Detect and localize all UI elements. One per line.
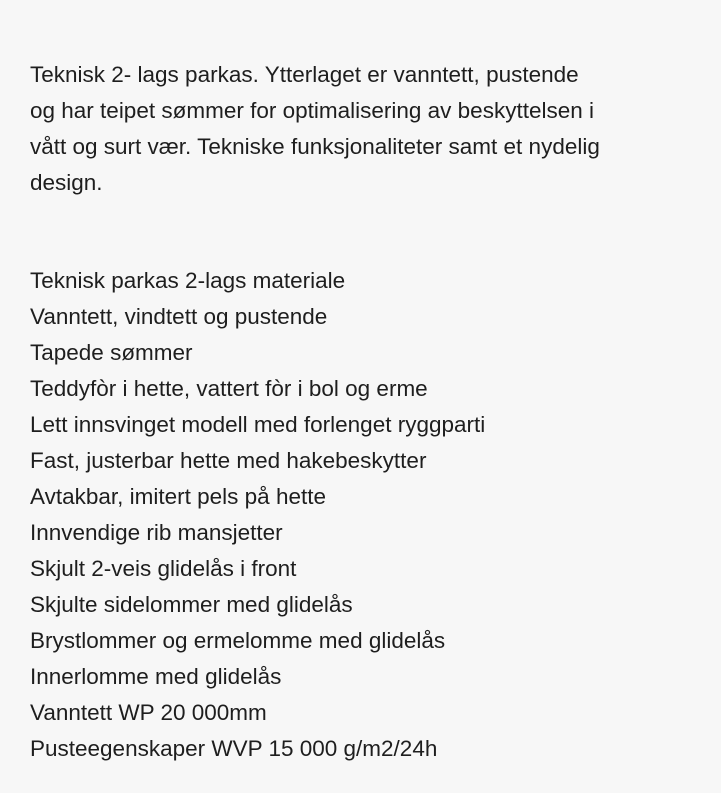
description-line: design. xyxy=(30,170,103,195)
feature-item: Fast, justerbar hette med hakebeskytter xyxy=(30,448,427,473)
feature-item: Brystlommer og ermelomme med glidelås xyxy=(30,628,446,653)
feature-item: Vanntett WP 20 000mm xyxy=(30,700,267,725)
description-line: Teknisk 2- lags parkas. Ytterlaget er vanntett, pustende xyxy=(30,62,579,87)
product-description xyxy=(30,57,721,201)
description-line: vått og surt vær. Tekniske funksjonaliteter samt et nydelig xyxy=(30,134,600,159)
feature-item: Innerlomme med glidelås xyxy=(30,664,282,689)
feature-item: Avtakbar, imitert pels på hette xyxy=(30,484,326,509)
feature-list xyxy=(30,263,721,767)
feature-item: Vanntett, vindtett og pustende xyxy=(30,304,328,329)
feature-item: Skjulte sidelommer med glidelås xyxy=(30,592,353,617)
feature-item: Pusteegenskaper WVP 15 000 g/m2/24h xyxy=(30,736,438,761)
feature-item: Lett innsvinget modell med forlenget ryggparti xyxy=(30,412,486,437)
feature-item: Skjult 2-veis glidelås i front xyxy=(30,556,297,581)
feature-item: Teknisk parkas 2-lags materiale xyxy=(30,268,346,293)
feature-item: Teddyfòr i hette, vattert fòr i bol og erme xyxy=(30,376,428,401)
feature-item: Innvendige rib mansjetter xyxy=(30,520,283,545)
feature-item: Tapede sømmer xyxy=(30,340,193,365)
description-line: og har teipet sømmer for optimalisering av beskyttelsen i xyxy=(30,98,594,123)
product-description-section xyxy=(30,57,721,767)
